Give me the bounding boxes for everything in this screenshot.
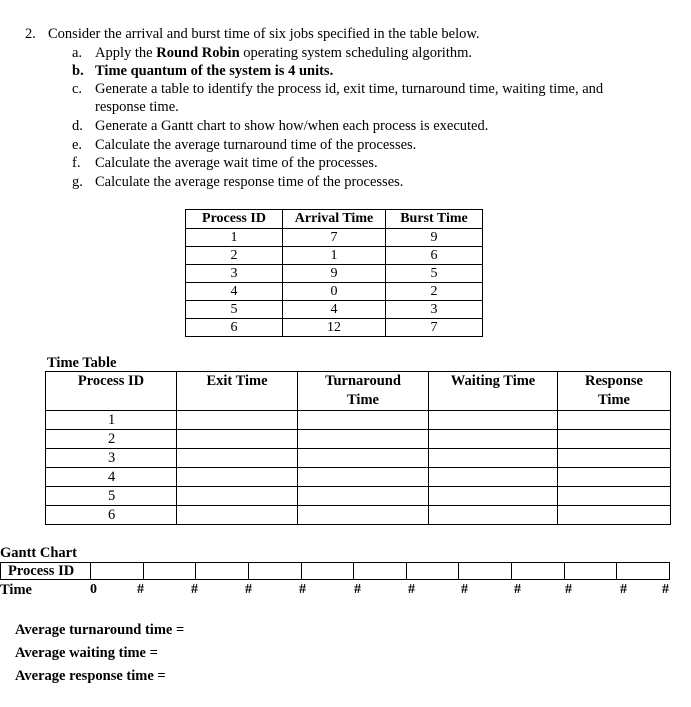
time-pid: 6 [46, 506, 177, 525]
gantt-cell[interactable] [512, 563, 565, 579]
question-number: 2. [25, 26, 36, 42]
gantt-cell[interactable] [302, 563, 355, 579]
gantt-tick: # [408, 582, 415, 597]
response-cell[interactable] [558, 430, 671, 449]
table-row [46, 468, 671, 487]
gantt-tick: # [565, 582, 572, 597]
exit-time-cell[interactable] [177, 487, 298, 506]
jobs-header-burst-time: Burst Time [386, 210, 483, 229]
jobs-cell: 12 [283, 319, 386, 337]
time-pid: 3 [46, 449, 177, 468]
table-row [186, 283, 483, 301]
time-header-waiting-time: Waiting Time [429, 372, 558, 411]
time-header-response [558, 372, 671, 411]
gantt-tick: # [191, 582, 198, 597]
time-table-title: Time Table [47, 355, 117, 371]
gantt-cell[interactable] [617, 563, 669, 579]
gantt-tick: # [620, 582, 627, 597]
response-cell[interactable] [558, 449, 671, 468]
waiting-cell[interactable] [429, 430, 558, 449]
waiting-cell[interactable] [429, 411, 558, 430]
exit-time-cell[interactable] [177, 468, 298, 487]
response-cell[interactable] [558, 506, 671, 525]
jobs-cell: 3 [386, 301, 483, 319]
gantt-tick: # [354, 582, 361, 597]
time-pid: 4 [46, 468, 177, 487]
response-cell[interactable] [558, 468, 671, 487]
item-a-bold: Round Robin [156, 45, 240, 61]
time-table-header-row [46, 372, 671, 411]
response-cell[interactable] [558, 487, 671, 506]
exit-time-cell[interactable] [177, 411, 298, 430]
table-row [46, 411, 671, 430]
gantt-cell[interactable] [91, 563, 144, 579]
waiting-cell[interactable] [429, 468, 558, 487]
gantt-cell[interactable] [459, 563, 512, 579]
gantt-cell[interactable] [565, 563, 618, 579]
jobs-header-arrival-time: Arrival Time [283, 210, 386, 229]
jobs-header-process-id: Process ID [186, 210, 283, 229]
jobs-cell: 6 [186, 319, 283, 337]
gantt-tick: # [299, 582, 306, 597]
table-row [46, 430, 671, 449]
jobs-cell: 2 [186, 247, 283, 265]
jobs-cell: 6 [386, 247, 483, 265]
jobs-cell: 4 [283, 301, 386, 319]
time-header-process-id: Process ID [46, 372, 177, 411]
turnaround-cell[interactable] [298, 449, 429, 468]
waiting-cell[interactable] [429, 506, 558, 525]
gantt-process-row [90, 562, 670, 580]
table-row [46, 487, 671, 506]
table-row [186, 319, 483, 337]
item-f-text: Calculate the average wait time of the processes. [95, 155, 378, 171]
item-d-text: Generate a Gantt chart to show how/when each process is executed. [95, 118, 489, 134]
time-table [45, 371, 671, 525]
turnaround-line2: Time [347, 392, 379, 408]
gantt-tick: # [514, 582, 521, 597]
average-waiting-label: Average waiting time = [15, 645, 158, 661]
average-turnaround-label: Average turnaround time = [15, 622, 185, 638]
time-pid: 1 [46, 411, 177, 430]
item-g-text: Calculate the average response time of the processes. [95, 174, 404, 190]
item-a-marker: a. [72, 45, 83, 61]
item-g-marker: g. [72, 174, 83, 190]
jobs-cell: 2 [386, 283, 483, 301]
gantt-cell[interactable] [249, 563, 302, 579]
table-row [186, 229, 483, 247]
response-cell[interactable] [558, 411, 671, 430]
item-c-text: Generate a table to identify the process id, exit time, turnaround time, waiting time, and [95, 81, 604, 97]
response-line2: Time [598, 392, 630, 408]
turnaround-cell[interactable] [298, 430, 429, 449]
item-c-marker: c. [72, 81, 83, 97]
time-pid: 5 [46, 487, 177, 506]
turnaround-cell[interactable] [298, 506, 429, 525]
turnaround-cell[interactable] [298, 411, 429, 430]
jobs-cell: 1 [283, 247, 386, 265]
turnaround-cell[interactable] [298, 468, 429, 487]
gantt-cell[interactable] [407, 563, 460, 579]
item-a-text [95, 45, 472, 62]
gantt-time-label: Time [0, 582, 32, 598]
exit-time-cell[interactable] [177, 430, 298, 449]
response-line1: Response [584, 373, 643, 389]
exit-time-cell[interactable] [177, 506, 298, 525]
gantt-tick: # [137, 582, 144, 597]
jobs-cell: 0 [283, 283, 386, 301]
turnaround-line1: Turnaround [325, 373, 401, 389]
average-response-label: Average response time = [15, 668, 166, 684]
gantt-tick: # [245, 582, 252, 597]
item-b-text: Time quantum of the system is 4 units. [95, 63, 334, 79]
item-e-text: Calculate the average turnaround time of the processes. [95, 137, 417, 153]
jobs-cell: 7 [283, 229, 386, 247]
gantt-cell[interactable] [144, 563, 197, 579]
gantt-process-id-label: Process ID [0, 562, 90, 580]
jobs-cell: 9 [386, 229, 483, 247]
jobs-table-header-row [186, 210, 483, 229]
item-e-marker: e. [72, 137, 83, 153]
gantt-tick: # [662, 582, 669, 597]
item-f-marker: f. [72, 155, 81, 171]
jobs-cell: 5 [386, 265, 483, 283]
table-row [186, 247, 483, 265]
turnaround-cell[interactable] [298, 487, 429, 506]
table-row [186, 301, 483, 319]
table-row [46, 506, 671, 525]
exit-time-cell[interactable] [177, 449, 298, 468]
jobs-cell: 5 [186, 301, 283, 319]
time-header-exit-time: Exit Time [177, 372, 298, 411]
table-row [186, 265, 483, 283]
item-b-marker: b. [72, 63, 84, 79]
waiting-cell[interactable] [429, 487, 558, 506]
item-a-post: operating system scheduling algorithm. [239, 45, 473, 61]
item-d-marker: d. [72, 118, 83, 134]
time-header-turnaround [298, 372, 429, 411]
item-a-pre: Apply the [95, 45, 157, 61]
jobs-table [185, 209, 483, 337]
gantt-cell[interactable] [354, 563, 407, 579]
gantt-cell[interactable] [196, 563, 249, 579]
gantt-tick: # [461, 582, 468, 597]
jobs-cell: 9 [283, 265, 386, 283]
jobs-cell: 4 [186, 283, 283, 301]
gantt-tick: 0 [90, 582, 97, 597]
jobs-cell: 1 [186, 229, 283, 247]
item-c-text-line2: response time. [95, 99, 179, 115]
table-row [46, 449, 671, 468]
question-text: Consider the arrival and burst time of six jobs specified in the table below. [48, 26, 480, 42]
gantt-title: Gantt Chart [0, 545, 77, 561]
jobs-cell: 7 [386, 319, 483, 337]
waiting-cell[interactable] [429, 449, 558, 468]
time-pid: 2 [46, 430, 177, 449]
jobs-cell: 3 [186, 265, 283, 283]
